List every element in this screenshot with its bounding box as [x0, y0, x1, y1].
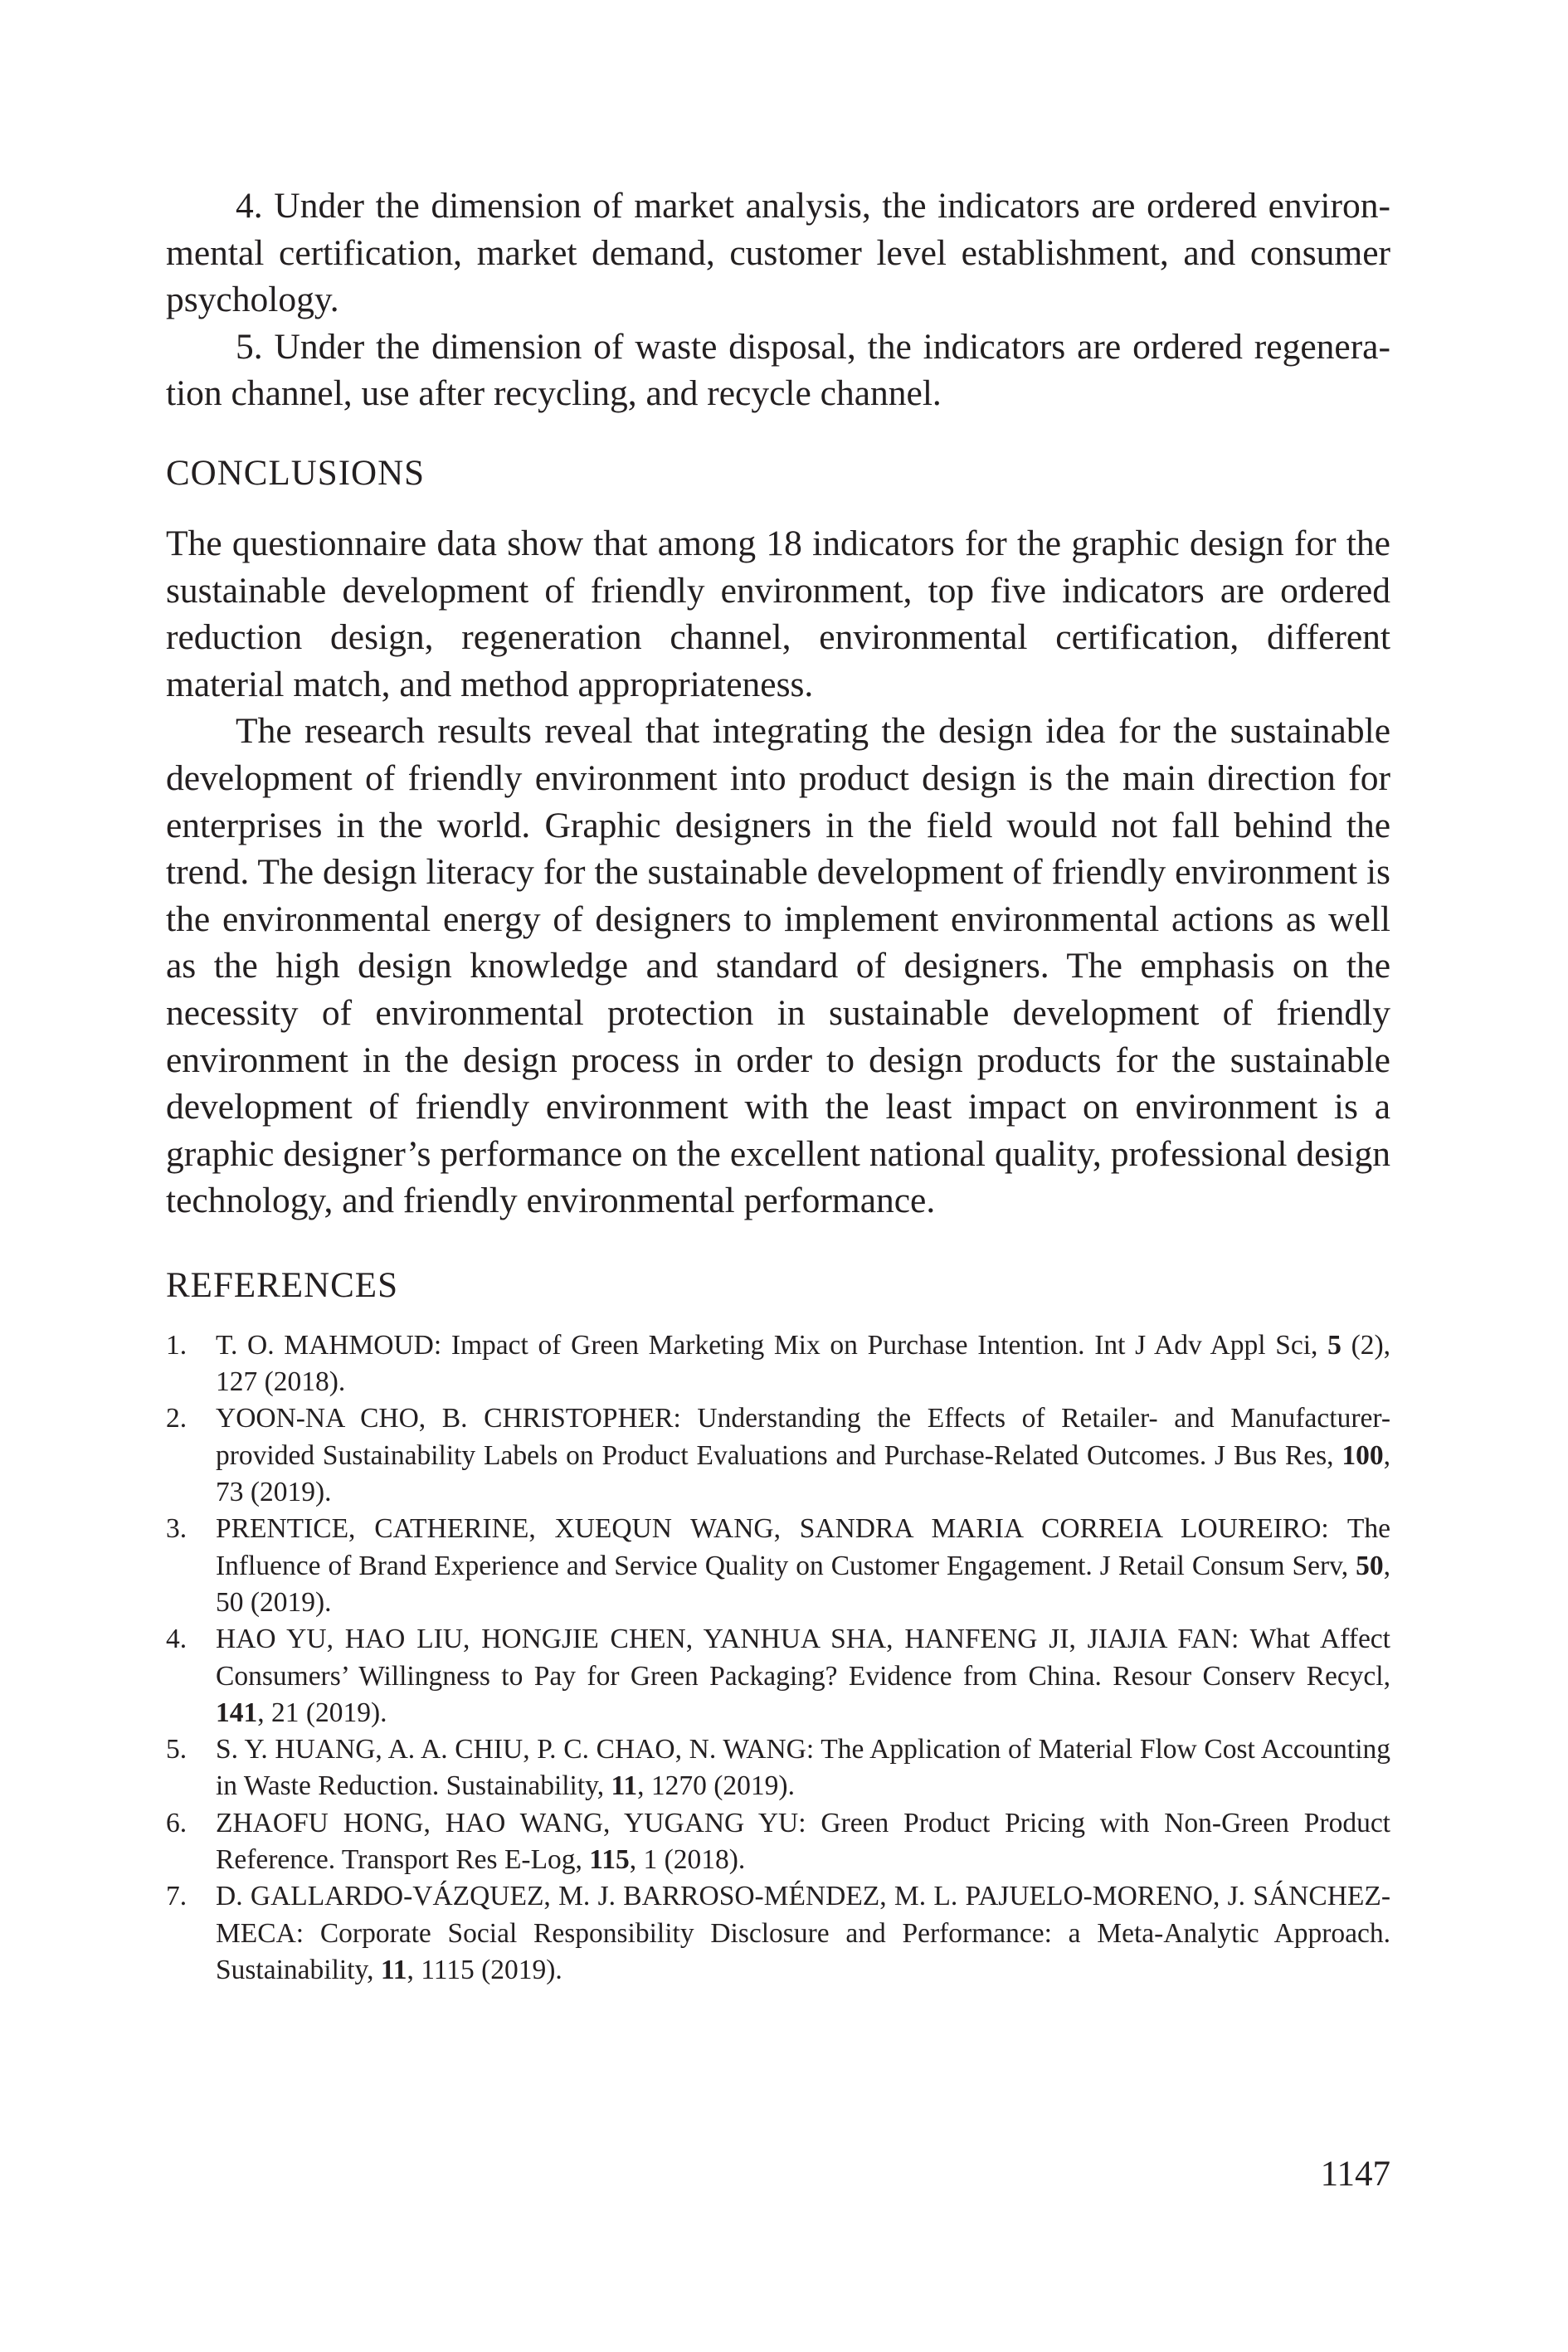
page-number: 1147 [1320, 2155, 1390, 2194]
reference-pages-year: , 1115 (2019). [407, 1954, 562, 1985]
reference-citation: D. GALLARDO-VÁZQUEZ, M. J. BARROSO-MÉNDEZ, M. L. PAJUELO-MORENO, J. SÁNCHEZ-MECA: Corporate Social Responsibility Disclosure and Performance: a Meta-Analytic Approach. Sustainability, [216, 1881, 1390, 1985]
reference-pages-year: (2), 127 (2018). [216, 1329, 1391, 1398]
reference-item [166, 1511, 1390, 1621]
reference-item [166, 1621, 1390, 1731]
reference-number: 4. [166, 1624, 187, 1655]
reference-item [166, 1878, 1390, 1989]
reference-pages-year: , 1270 (2019). [637, 1770, 795, 1802]
reference-item [166, 1731, 1390, 1805]
reference-citation: PRENTICE, CATHERINE, XUEQUN WANG, SANDRA MARIA CORREIA LOUREIRO: The Influence of Brand Experience and Service Quality on Customer Engagement. J Retail Consum Serv, [216, 1513, 1390, 1581]
reference-pages-year: , 73 (2019). [216, 1439, 1390, 1508]
section-heading-conclusions: CONCLUSIONS [166, 453, 426, 493]
reference-list [166, 1327, 1390, 1989]
reference-item [166, 1805, 1390, 1879]
reference-volume: 141 [216, 1697, 258, 1728]
reference-volume: 115 [589, 1844, 630, 1876]
page-content [166, 183, 1390, 1989]
reference-item [166, 1327, 1390, 1401]
paragraph-market-analysis: 4. Under the dimension of market analysis, the indicators are ordered environmental certification, market demand, customer level establishment, and consumer psychology. [166, 186, 1390, 320]
reference-pages-year: , 1 (2018). [629, 1844, 746, 1876]
reference-number: 6. [166, 1807, 187, 1838]
reference-volume: 100 [1342, 1439, 1384, 1471]
reference-number: 2. [166, 1403, 187, 1434]
paragraph-waste-disposal: 5. Under the dimension of waste disposal, the indicators are ordered regeneration channel, use after recycling, and recycle channel. [166, 326, 1390, 414]
paragraph-conclusions-2: The research results reveal that integrating the design idea for the sustainable development of friendly environment into product design is the main direction for enterprises in the world. Graphic designers in the field would not fall behind the trend. The design literacy for the sustainable development of friendly environment is the environmental energy of designers to implement environmental actions as well as the high design knowledge and standard of designers. The emphasis on the necessity of environmental protection in sustainable development of friendly environment in the design process in order to design products for the sustainable development of friendly environment with the least impact on environment is a graphic designer’s performance on the excellent national quality, professional design technology, and friendly environmental performance. [166, 711, 1390, 1221]
reference-number: 3. [166, 1513, 187, 1545]
reference-number: 7. [166, 1881, 187, 1912]
reference-item [166, 1400, 1390, 1511]
reference-citation: ZHAOFU HONG, HAO WANG, YUGANG YU: Green Product Pricing with Non-Green Product Reference. Transport Res E-Log, [216, 1807, 1390, 1876]
paragraph-conclusions-1: The questionnaire data show that among 18 indicators for the graphic design for the sustainable development of friendly environment, top five indicators are ordered reduction design, regeneration channel, environmental certification, different material match, and method appropriateness. [166, 523, 1390, 704]
reference-volume: 11 [611, 1770, 638, 1802]
section-heading-references: REFERENCES [166, 1265, 398, 1305]
reference-citation: HAO YU, HAO LIU, HONGJIE CHEN, YANHUA SHA, HANFENG JI, JIAJIA FAN: What Affect Consumers’ Willingness to Pay for Green Packaging? Evidence from China. Resour Conserv Recycl, [216, 1624, 1390, 1692]
reference-citation: S. Y. HUANG, A. A. CHIU, P. C. CHAO, N. WANG: The Application of Material Flow Cost Accounting in Waste Reduction. Sustainability, [216, 1734, 1390, 1802]
reference-citation: YOON-NA CHO, B. CHRISTOPHER: Understanding the Effects of Retailer- and Manufacturer-provided Sustainability Labels on Product Evaluations and Purchase-Related Outcomes. J Bus Res, [216, 1403, 1390, 1471]
reference-pages-year: , 50 (2019). [216, 1550, 1390, 1618]
reference-citation: T. O. MAHMOUD: Impact of Green Marketing Mix on Purchase Intention. Int J Adv Appl Sci, [216, 1329, 1328, 1361]
reference-volume: 50 [1356, 1550, 1384, 1581]
reference-volume: 11 [380, 1954, 407, 1985]
reference-number: 1. [166, 1329, 187, 1361]
reference-number: 5. [166, 1734, 187, 1765]
reference-pages-year: , 21 (2019). [257, 1697, 387, 1728]
reference-volume: 5 [1327, 1329, 1342, 1361]
